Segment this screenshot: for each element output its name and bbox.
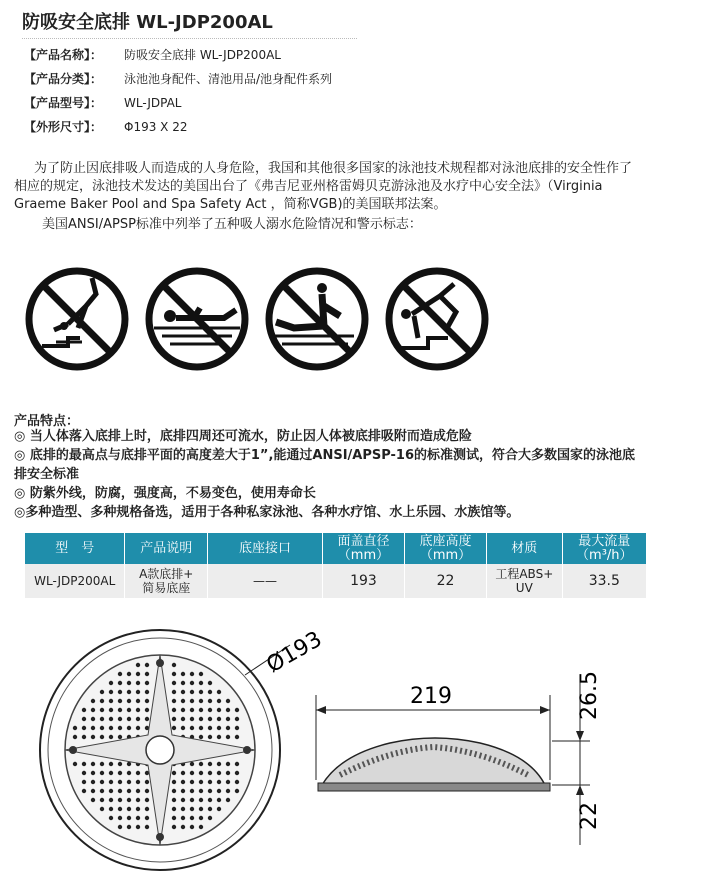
cell-max-flow: 33.5 <box>562 564 646 598</box>
cell-model: WL-JDP200AL <box>25 564 125 598</box>
table-row <box>25 564 647 598</box>
intro-line-1: 为了防止因底排吸人而造成的人身危险，我国和其他很多国家的泳池技术规程都对泳池底排的安全性作了 <box>34 161 633 176</box>
header-base-height: 底座高度 （mm） <box>404 533 486 564</box>
spec-row-size: 【外形尺寸】： Φ193 X 22 <box>24 120 188 134</box>
features-heading: 产品特点： <box>14 414 80 429</box>
spec-row-name: 【产品名称】： 防吸安全底排 WL-JDP200AL <box>24 48 281 62</box>
warning-icons <box>24 266 494 372</box>
diameter-label: Ø193 <box>262 626 327 679</box>
cell-base-height: 22 <box>404 564 486 598</box>
feature-item-3: ◎ 防紫外线，防腐，强度高，不易变色，使用寿命长 <box>14 486 316 501</box>
intro-line-3: Graeme Baker Pool and Spa Safety Act ，简称VGB)的美国联邦法案。 <box>14 197 447 212</box>
top-view-drawing <box>40 627 326 870</box>
warning-body-entrapment-icon <box>269 271 365 367</box>
header-material: 材质 <box>487 533 563 564</box>
cell-interface: —— <box>208 564 323 598</box>
feature-item-2: ◎ 底排的最高点与底排平面的高度差大于1”,能通过ANSI/APSP-16的标准测试，符合大多数国家的泳池底 <box>14 448 636 463</box>
intro-line-2: 相应的规定，泳池技术发达的美国出台了《弗吉尼亚州格雷姆贝克游泳池及水疗中心安全法》（Virginia <box>14 179 603 194</box>
intro-line-4: 美国ANSI/APSP标准中列举了五种吸人溺水危险情况和警示标志： <box>42 217 422 232</box>
warning-hair-entrapment-icon <box>149 271 245 367</box>
table-header-row <box>25 533 647 564</box>
header-interface: 底座接口 <box>208 533 323 564</box>
top-height-label: 26.5 <box>577 671 602 720</box>
warning-limb-entrapment-icon <box>389 271 485 367</box>
base-height-label: 22 <box>577 802 602 830</box>
feature-item-2-cont: 排安全标准 <box>14 467 80 482</box>
side-view-drawing <box>316 671 602 845</box>
title-divider <box>22 38 357 39</box>
technical-drawing <box>0 615 705 882</box>
header-cover-diameter: 面盖直径 （mm） <box>322 533 404 564</box>
spec-row-model: 【产品型号】： WL-JDPAL <box>24 96 182 110</box>
header-max-flow: 最大流量 （m³/h） <box>562 533 646 564</box>
feature-item-1: ◎ 当人体落入底排上时，底排四周还可流水，防止因人体被底排吸附而造成危险 <box>14 429 472 444</box>
width-label: 219 <box>410 684 452 709</box>
header-model: 型 号 <box>25 533 125 564</box>
spec-row-category: 【产品分类】： 泳池池身配件、清池用品/池身配件系列 <box>24 72 333 86</box>
warning-fall-icon <box>29 271 125 367</box>
spec-table <box>25 533 647 598</box>
header-description: 产品说明 <box>125 533 208 564</box>
feature-item-4: ◎多种造型、多种规格备选，适用于各种私家泳池、各种水疗馆、水上乐园、水族馆等。 <box>14 505 520 520</box>
cell-description: A款底排+ 简易底座 <box>125 564 208 598</box>
cell-cover-diameter: 193 <box>322 564 404 598</box>
page-title: 防吸安全底排 WL-JDP200AL <box>22 12 273 33</box>
cell-material: 工程ABS+ UV <box>487 564 563 598</box>
